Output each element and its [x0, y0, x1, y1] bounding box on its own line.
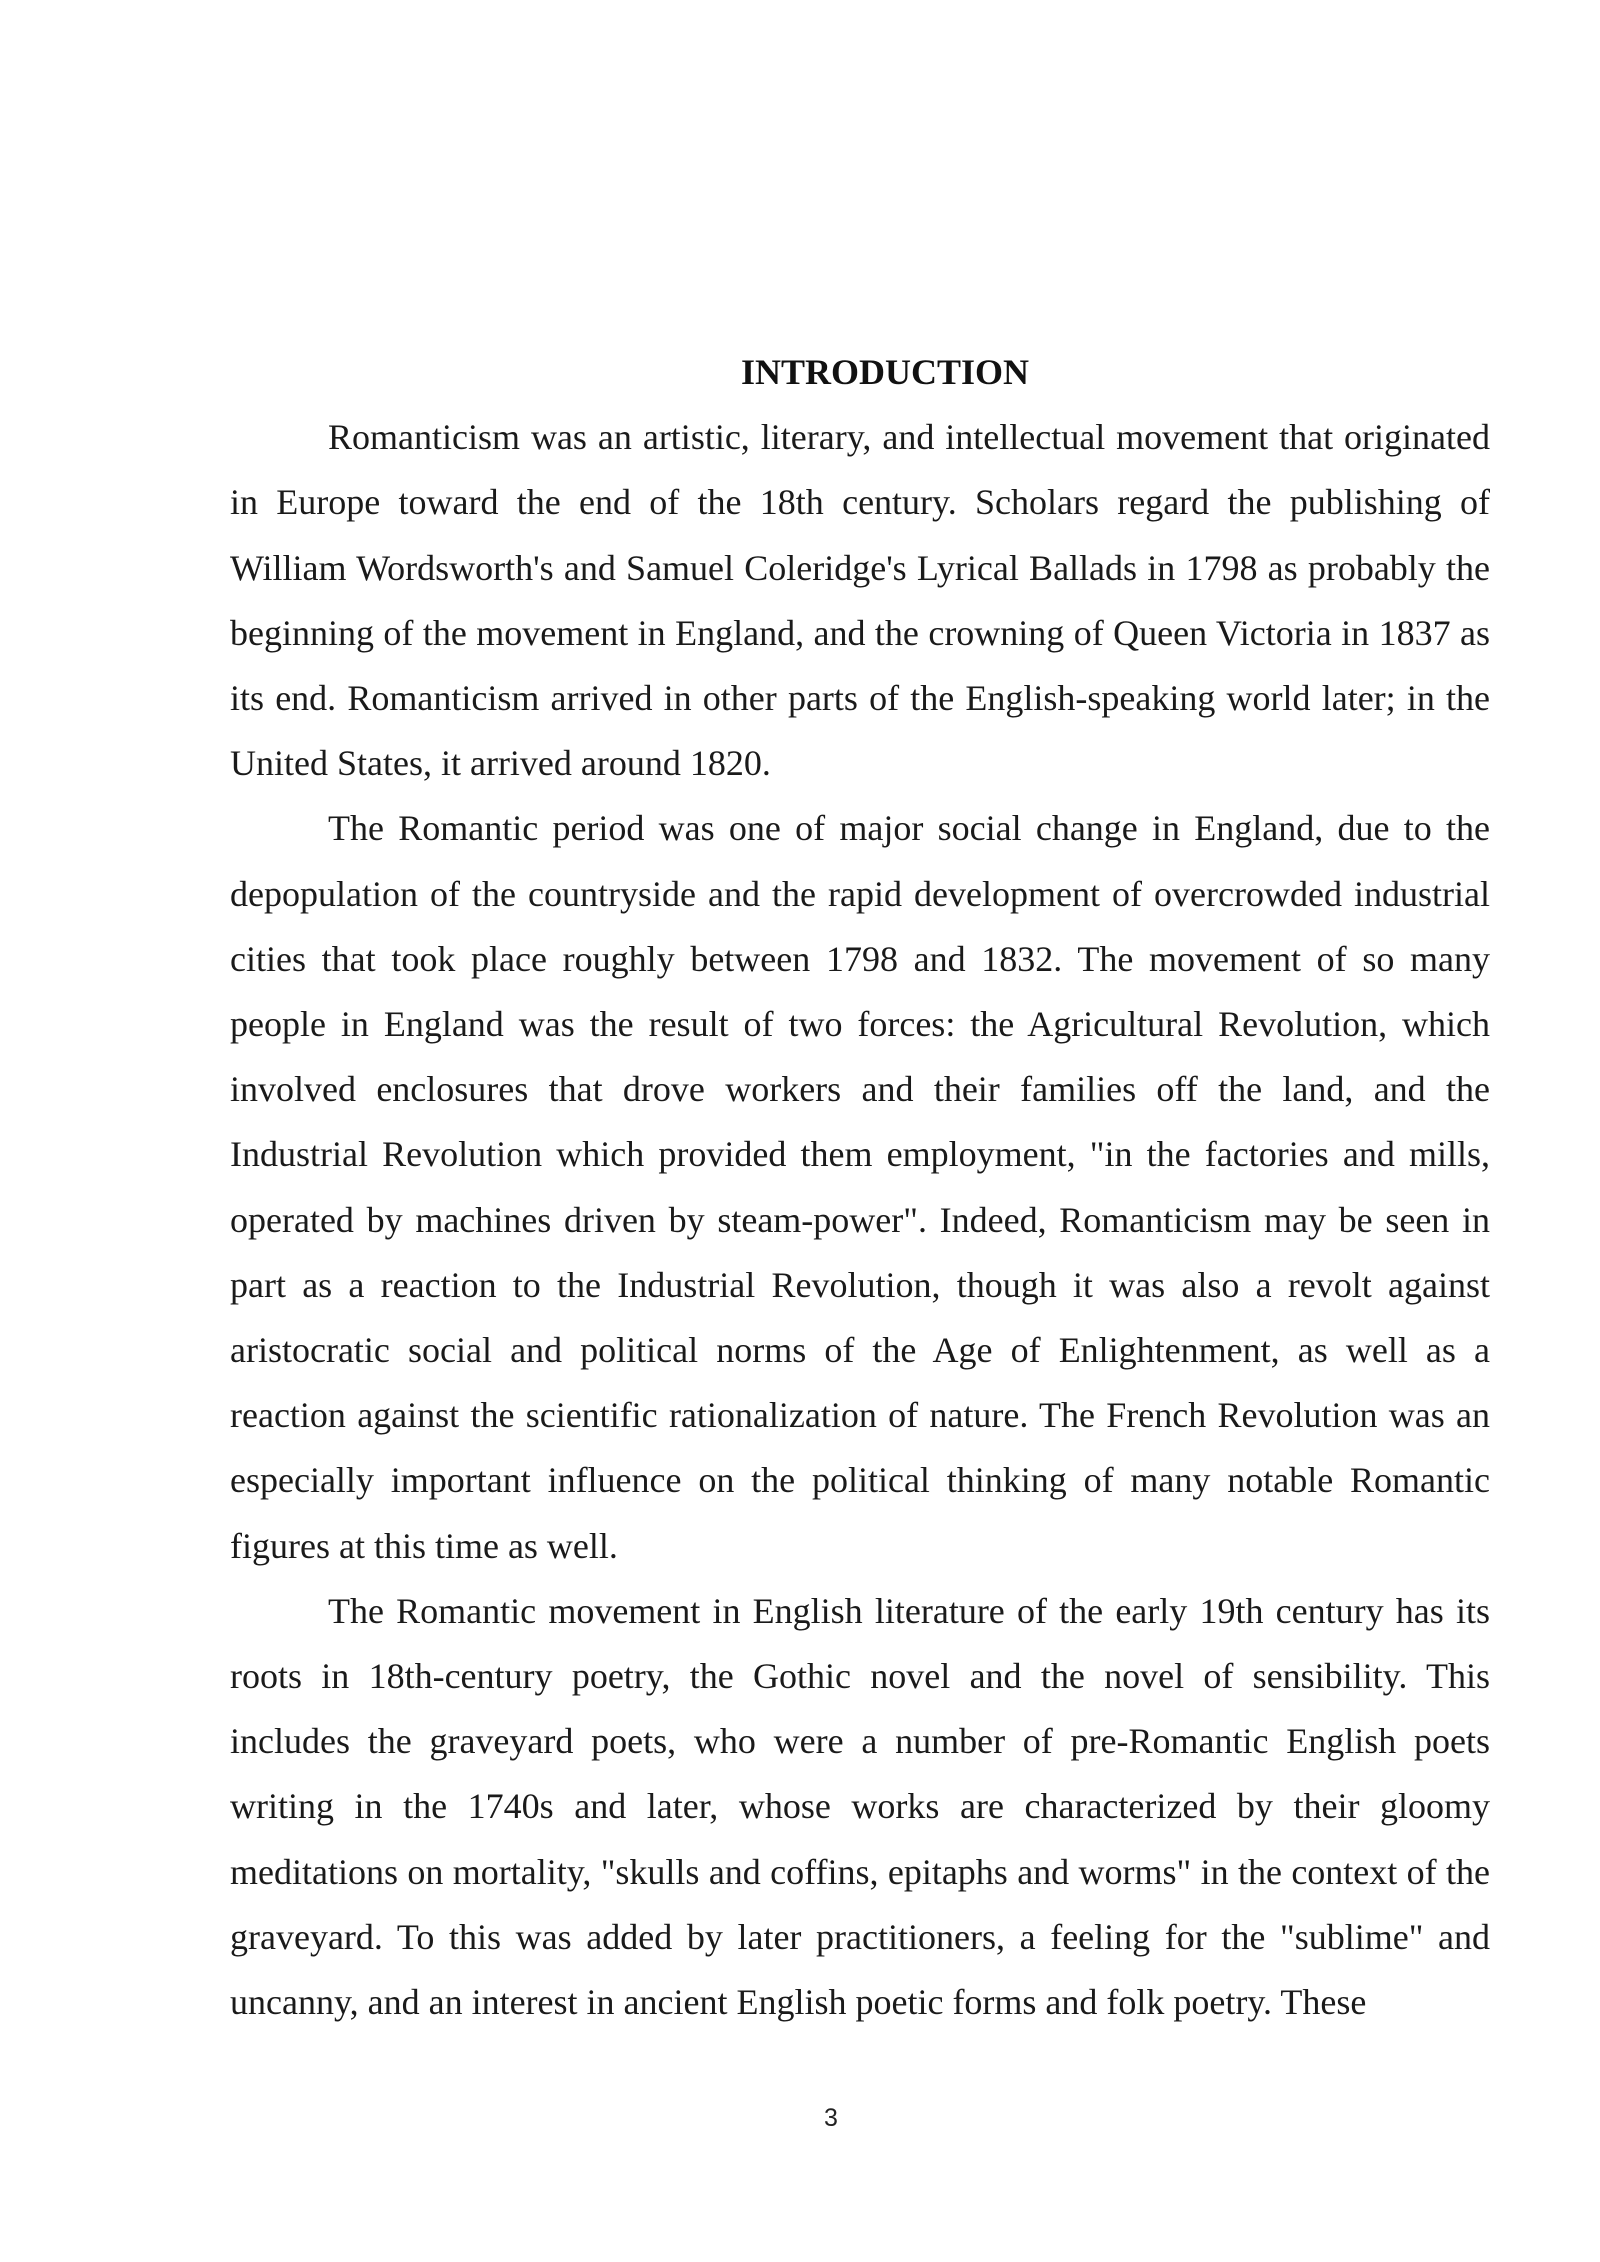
paragraph-2: The Romantic period was one of major social change in England, due to the depopulation of the countryside and the rapid development of overcrowded industrial cities that took place roughly between 1798 and 1832. The movement of so many people in England was the result of two forces: the Agricultural Revolution, which involved enclosures that drove workers and their families off the land, and the Industrial Revolution which provided them employment, "in the factories and mills, operated by machines driven by steam-power". Indeed, Romanticism may be seen in part as a reaction to the Industrial Revolution, though it was also a revolt against aristocratic social and political norms of the Age of Enlightenment, as well as a reaction against the scientific rationalization of nature. The French Revolution was an especially important influence on the political thinking of many notable Romantic figures at this time as well. [230, 808, 1490, 1566]
page-title: INTRODUCTION [740, 352, 1030, 392]
paragraph-3: The Romantic movement in English literature of the early 19th century has its roots in 18th-century poetry, the Gothic novel and the novel of sensibility. This includes the graveyard poets, who were a number of pre-Romantic English poets writing in the 1740s and later, whose works are characterized by their gloomy meditations on mortality, "skulls and coffins, epitaphs and worms" in the context of the graveyard. To this was added by later practitioners, a feeling for the "sublime" and uncanny, and an interest in ancient English poetic forms and folk poetry. These [230, 1590, 1490, 2023]
page-number: 3 [824, 2104, 838, 2132]
document-body [230, 340, 1490, 2035]
paragraph-1: Romanticism was an artistic, literary, and intellectual movement that originated in Europe toward the end of the 18th century. Scholars regard the publishing of William Wordsworth's and Samuel Coleridge's Lyrical Ballads in 1798 as probably the beginning of the movement in England, and the crowning of Queen Victoria in 1837 as its end. Romanticism arrived in other parts of the English-speaking world later; in the United States, it arrived around 1820. [230, 417, 1490, 784]
